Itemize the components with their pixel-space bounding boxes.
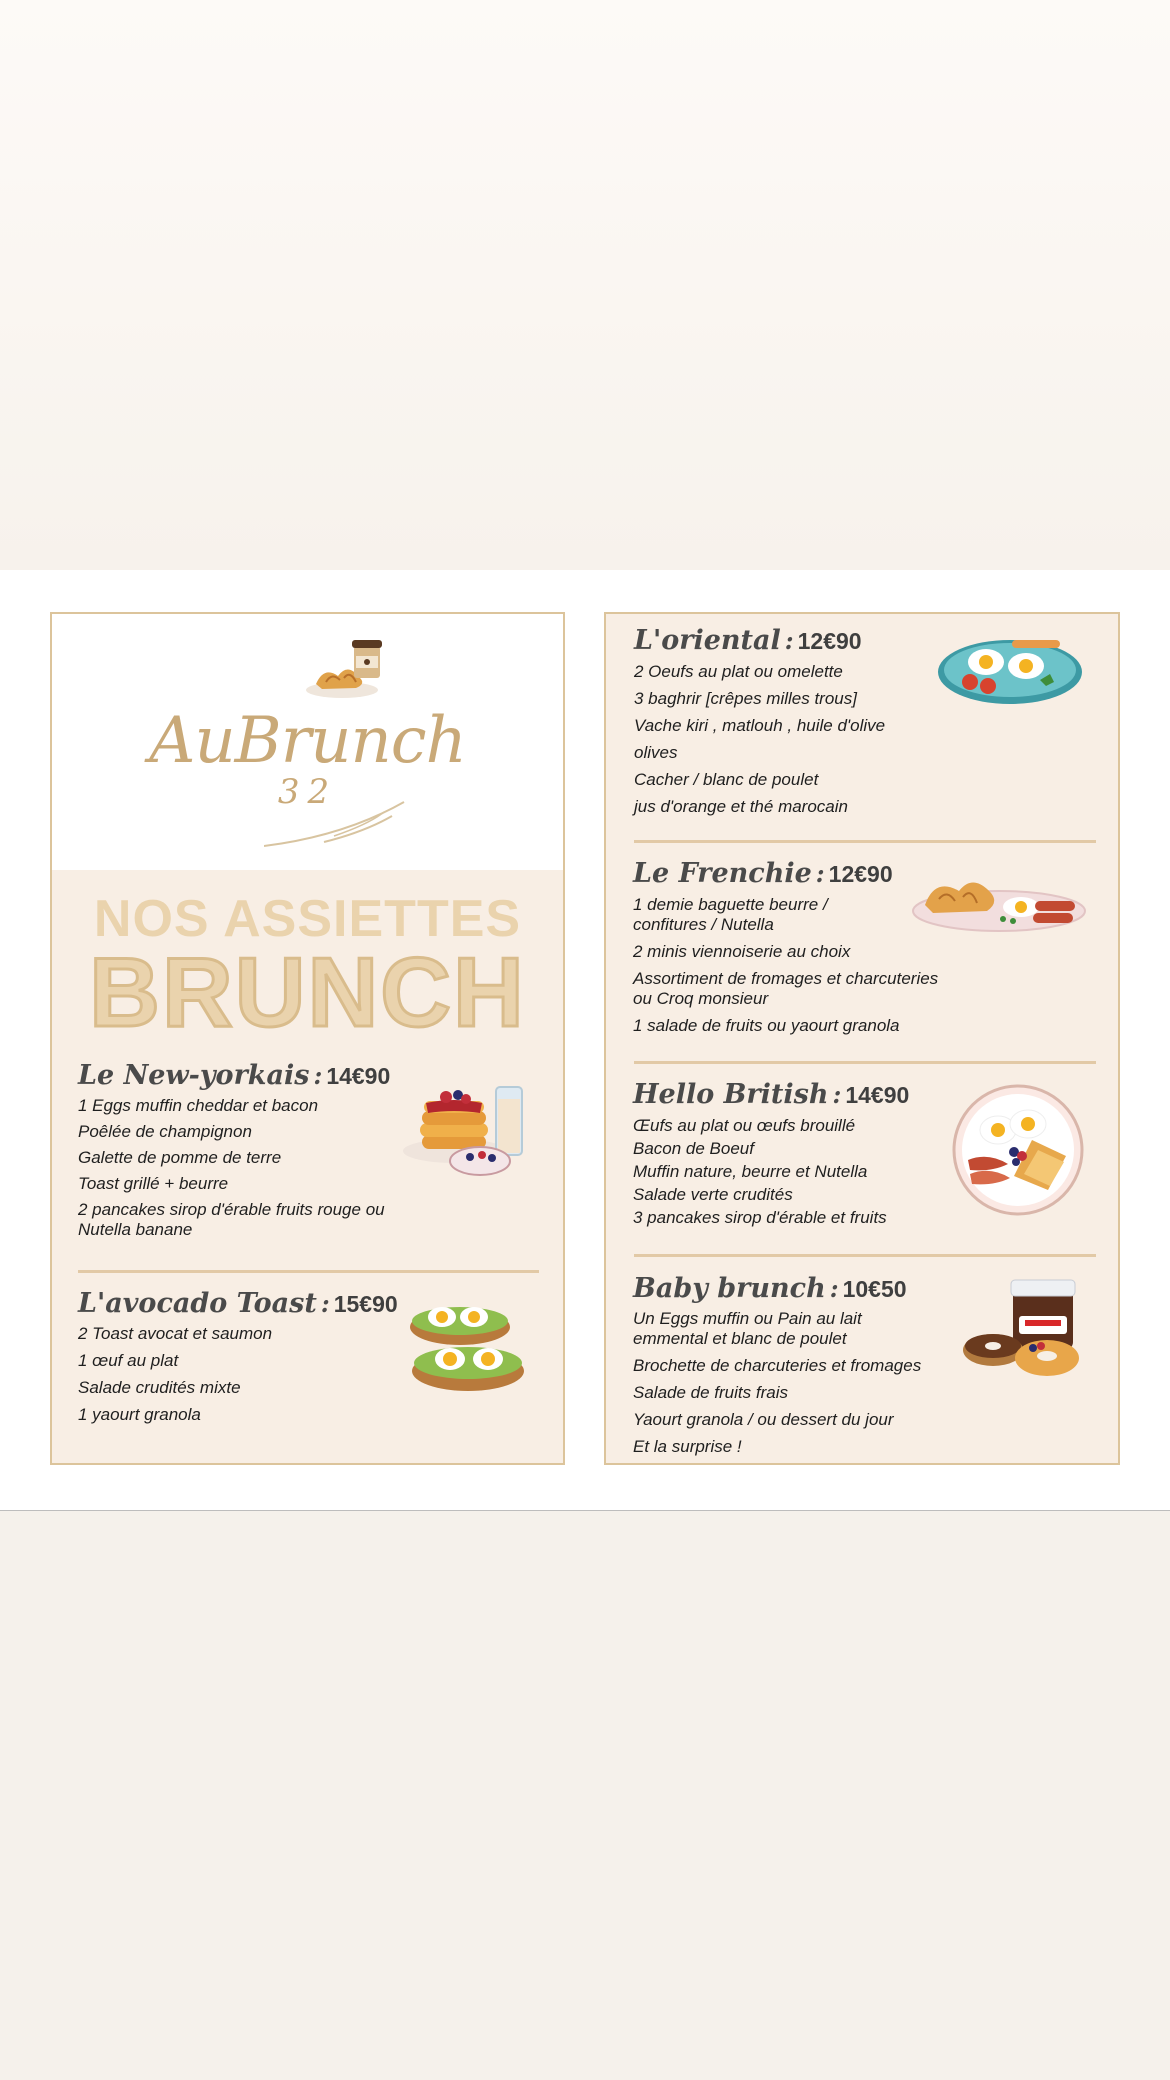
- section-divider: [78, 1270, 539, 1273]
- section-colon: :: [829, 1274, 839, 1303]
- list-item: Brochette de charcuteries et fromages: [633, 1356, 922, 1375]
- list-item: Œufs au plat ou œufs brouillé: [633, 1116, 856, 1135]
- item-list: [634, 662, 954, 817]
- logo-name: AuBrunch: [149, 704, 466, 778]
- item-list: [633, 1309, 993, 1457]
- list-item: 2 minis viennoiserie au choix: [633, 942, 851, 961]
- section-price: 14€90: [845, 1082, 910, 1108]
- list-item: ou Croq monsieur: [633, 989, 769, 1008]
- section-header: [633, 1081, 963, 1108]
- nutella-donuts-icon: [961, 1276, 1091, 1381]
- section-colon: :: [815, 859, 825, 888]
- section-price: 10€50: [842, 1276, 907, 1302]
- list-item: 2 Toast avocat et saumon: [78, 1324, 273, 1343]
- list-item: Salade verte crudités: [633, 1185, 793, 1204]
- section-header: [634, 627, 954, 654]
- section-name: L'oriental: [634, 625, 781, 656]
- list-item: Vache kiri , matlouh , huile d'olive: [634, 716, 886, 735]
- list-item: Nutella banane: [78, 1220, 193, 1239]
- list-item: Et la surprise !: [633, 1437, 742, 1456]
- pancakes-icon: [400, 1069, 530, 1189]
- list-item: Muffin nature, beurre et Nutella: [633, 1162, 868, 1181]
- headline-line2: BRUNCH: [89, 937, 526, 1047]
- section-colon: :: [313, 1061, 323, 1090]
- headline-line1: NOS ASSIETTES: [93, 890, 522, 948]
- list-item: 1 yaourt granola: [78, 1405, 201, 1424]
- list-item: Salade de fruits frais: [633, 1383, 788, 1402]
- list-item: 1 œuf au plat: [78, 1351, 179, 1370]
- section-header: [633, 1275, 993, 1302]
- section-divider: [634, 1254, 1096, 1257]
- section-divider: [634, 1061, 1096, 1064]
- list-item: 1 salade de fruits ou yaourt granola: [633, 1016, 900, 1035]
- section-colon: :: [784, 626, 794, 655]
- section-name: Hello British: [633, 1079, 829, 1110]
- section-colon: :: [320, 1289, 330, 1318]
- item-list: [633, 1116, 963, 1228]
- list-item: 2 Oeufs au plat ou omelette: [634, 662, 843, 681]
- section-name: L'avocado Toast: [78, 1288, 317, 1319]
- list-item: confitures / Nutella: [633, 915, 774, 934]
- menu-card-left: [50, 612, 565, 1465]
- bottom-backdrop: [0, 1511, 1170, 2080]
- list-item: Assortiment de fromages et charcuteries: [633, 969, 939, 988]
- section-price: 12€90: [828, 861, 893, 887]
- list-item: 1 demie baguette beurre /: [633, 895, 828, 914]
- section-name: Baby brunch: [633, 1273, 826, 1304]
- list-item: Bacon de Boeuf: [633, 1139, 754, 1158]
- section-price: 12€90: [797, 628, 862, 654]
- section-hello-british: [633, 1081, 963, 1228]
- list-item: emmental et blanc de poulet: [633, 1329, 847, 1348]
- coffee-croissant-icon: [304, 632, 394, 702]
- section-baby-brunch: [633, 1275, 993, 1457]
- list-item: Un Eggs muffin ou Pain au lait: [633, 1309, 862, 1328]
- list-item: jus d'orange et thé marocain: [634, 797, 848, 816]
- list-item: 3 baghrir [crêpes milles trous]: [634, 689, 857, 708]
- list-item: Toast grillé + beurre: [78, 1174, 229, 1193]
- swoosh-decoration: [264, 794, 414, 854]
- list-item: 3 pancakes sirop d'érable et fruits: [633, 1208, 887, 1227]
- section-price: 15€90: [333, 1291, 398, 1317]
- logo-block: [52, 614, 563, 870]
- section-oriental: [634, 627, 954, 817]
- logo-number: 32: [277, 772, 338, 812]
- list-item: Salade crudités mixte: [78, 1378, 241, 1397]
- list-item: Cacher / blanc de poulet: [634, 770, 819, 789]
- breakfast-plate-icon: [936, 632, 1086, 707]
- section-price: 14€90: [326, 1063, 391, 1089]
- list-item: Yaourt granola / ou dessert du jour: [633, 1410, 894, 1429]
- croissant-plate-icon: [911, 869, 1086, 939]
- list-item: Poêlée de champignon: [78, 1122, 252, 1141]
- list-item: olives: [634, 743, 678, 762]
- list-item: Galette de pomme de terre: [78, 1148, 282, 1167]
- list-item: 2 pancakes sirop d'érable fruits rouge ou: [78, 1200, 385, 1219]
- section-name: Le New-yorkais: [78, 1060, 310, 1091]
- section-colon: :: [832, 1080, 842, 1109]
- top-backdrop: [0, 0, 1170, 570]
- english-breakfast-icon: [948, 1080, 1088, 1220]
- menu-card-right: [604, 612, 1120, 1465]
- list-item: 1 Eggs muffin cheddar et bacon: [78, 1096, 319, 1115]
- section-divider: [634, 840, 1096, 843]
- section-name: Le Frenchie: [633, 858, 812, 889]
- avocado-toast-icon: [410, 1307, 524, 1391]
